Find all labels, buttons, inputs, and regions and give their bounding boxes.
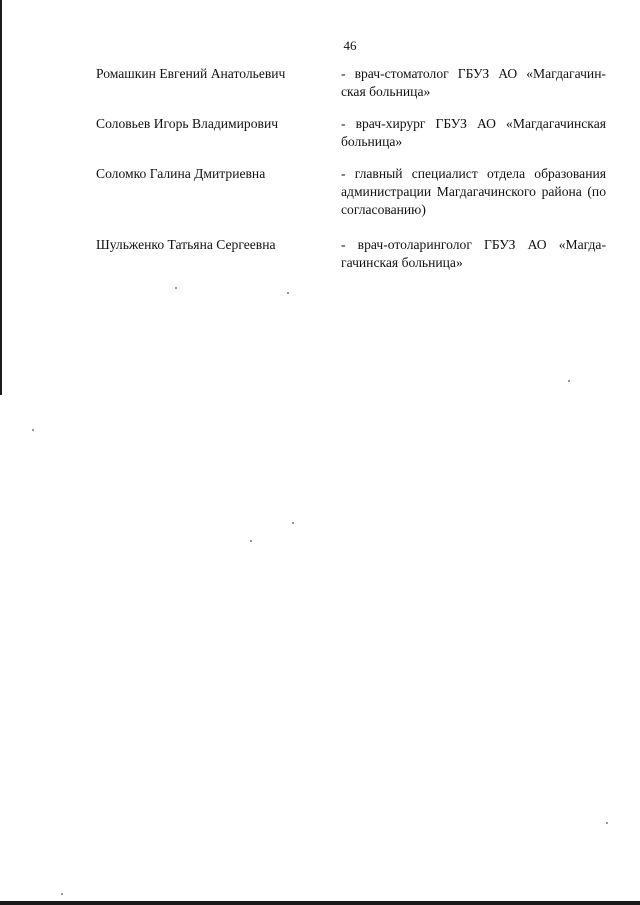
list-item xyxy=(96,234,606,274)
list-item xyxy=(96,63,606,113)
scan-edge-left xyxy=(0,0,2,395)
scan-speck xyxy=(32,429,34,431)
person-name: Соломко Галина Дмитриевна xyxy=(96,166,266,181)
scan-speck xyxy=(292,522,294,524)
position-description: - врач-отоларинголог ГБУЗ АО «Магда-гачинская больница» xyxy=(341,237,606,270)
scan-speck xyxy=(568,380,570,382)
scan-speck xyxy=(175,287,177,289)
position-description: - врач-стоматолог ГБУЗ АО «Магдагачин-ская больница» xyxy=(341,66,606,99)
page-number: 46 xyxy=(343,38,357,53)
scan-speck xyxy=(250,540,252,542)
list-item xyxy=(96,113,606,163)
list-item xyxy=(96,163,606,234)
position-description: - главный специалист отдела образования администрации Магдагачинского района (по согласованию) xyxy=(341,166,606,217)
scan-speck xyxy=(61,893,63,895)
scan-speck xyxy=(606,822,608,824)
position-description: - врач-хирург ГБУЗ АО «Магдагачинская больница» xyxy=(341,116,606,149)
scan-speck xyxy=(287,292,289,294)
person-name: Шульженко Татьяна Сергеевна xyxy=(96,237,276,252)
scan-edge-bottom xyxy=(0,901,640,905)
person-name: Ромашкин Евгений Анатольевич xyxy=(96,66,286,81)
member-list xyxy=(96,63,606,274)
person-name: Соловьев Игорь Владимирович xyxy=(96,116,279,131)
